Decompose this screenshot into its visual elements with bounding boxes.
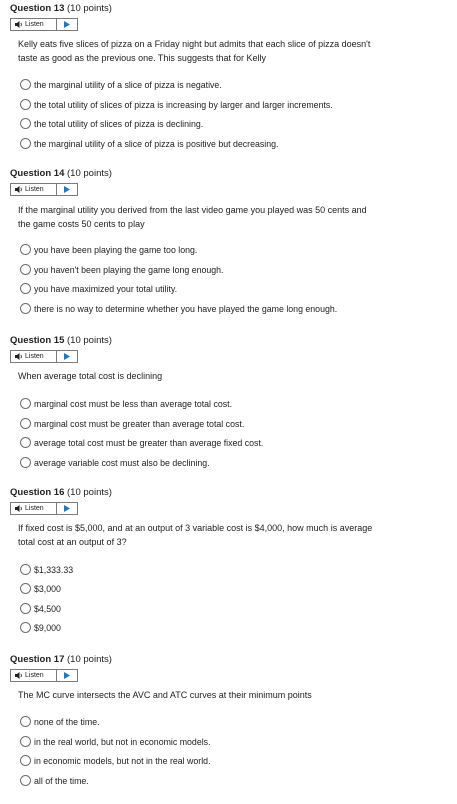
option-label: the marginal utility of a slice of pizza is positive but decreasing. [34,138,279,149]
answer-option[interactable] [20,735,211,748]
option-label: $9,000 [34,622,61,633]
radio-button[interactable] [20,736,31,747]
question-prompt: When average total cost is declining [18,371,163,381]
speaker-icon [15,672,23,679]
question-points: (10 points) [67,3,112,14]
answer-option[interactable] [20,98,333,111]
answer-option[interactable] [20,417,244,430]
answer-option[interactable] [20,243,197,256]
listen-label: Listen [25,21,44,28]
answer-option[interactable] [20,117,203,130]
listen-label: Listen [25,505,44,512]
question-prompt: Kelly eats five slices of pizza on a Friday night but admits that each slice of pizza doesn't taste as good as the previous one. This suggests that for Kelly [18,39,371,63]
radio-button[interactable] [20,457,31,468]
answer-option[interactable] [20,302,337,315]
listen-label: Listen [25,672,44,679]
listen-button[interactable] [11,184,57,195]
question-title [10,487,112,498]
speaker-icon [15,186,23,193]
answer-option[interactable] [20,397,232,410]
answer-option[interactable] [20,621,61,634]
option-label: $4,500 [34,603,61,614]
question-number: Question 17 [10,654,65,665]
play-icon [64,21,70,28]
radio-button[interactable] [20,716,31,727]
radio-button[interactable] [20,283,31,294]
answer-option[interactable] [20,282,177,295]
option-label: none of the time. [34,716,100,727]
question-title [10,3,112,14]
listen-button[interactable] [11,19,57,30]
answer-option[interactable] [20,263,224,276]
radio-button[interactable] [20,138,31,149]
listen-button[interactable] [11,351,57,362]
radio-button[interactable] [20,418,31,429]
option-label: in economic models, but not in the real world. [34,755,211,766]
play-button[interactable] [57,184,77,195]
speaker-icon [15,505,23,512]
speaker-icon [15,353,23,360]
answer-option[interactable] [20,774,89,787]
radio-button[interactable] [20,118,31,129]
question-number: Question 13 [10,3,65,14]
radio-button[interactable] [20,244,31,255]
option-label: $1,333.33 [34,564,74,575]
question-points: (10 points) [67,654,112,665]
option-label: you have been playing the game too long. [34,244,198,255]
listen-button[interactable] [11,670,57,681]
listen-widget [10,183,78,196]
question-title [10,654,112,665]
listen-widget [10,18,78,31]
speaker-icon [15,21,23,28]
question-prompt: The MC curve intersects the AVC and ATC curves at their minimum points [18,690,312,700]
play-icon [64,186,70,193]
question-number: Question 16 [10,487,65,498]
radio-button[interactable] [20,99,31,110]
radio-button[interactable] [20,303,31,314]
play-button[interactable] [57,19,77,30]
answer-option[interactable] [20,602,61,615]
option-label: all of the time. [34,775,89,786]
radio-button[interactable] [20,264,31,275]
question-points: (10 points) [67,487,112,498]
play-button[interactable] [57,670,77,681]
play-icon [64,672,70,679]
radio-button[interactable] [20,564,31,575]
option-label: the marginal utility of a slice of pizza is negative. [34,79,222,90]
radio-button[interactable] [20,437,31,448]
question-points: (10 points) [67,168,112,179]
radio-button[interactable] [20,622,31,633]
option-label: marginal cost must be less than average total cost. [34,398,233,409]
option-label: in the real world, but not in economic models. [34,736,211,747]
answer-option[interactable] [20,137,278,150]
option-label: the total utility of slices of pizza is declining. [34,118,204,129]
question-number: Question 15 [10,335,65,346]
radio-button[interactable] [20,755,31,766]
question-number: Question 14 [10,168,65,179]
answer-option[interactable] [20,715,100,728]
radio-button[interactable] [20,775,31,786]
play-button[interactable] [57,503,77,514]
listen-widget [10,502,78,515]
radio-button[interactable] [20,398,31,409]
question-title [10,335,112,346]
option-label: there is no way to determine whether you have played the game long enough. [34,303,338,314]
radio-button[interactable] [20,583,31,594]
option-label: you have maximized your total utility. [34,283,178,294]
option-label: $3,000 [34,583,61,594]
question-points: (10 points) [67,335,112,346]
option-label: average variable cost must also be declining. [34,457,210,468]
play-button[interactable] [57,351,77,362]
radio-button[interactable] [20,79,31,90]
option-label: average total cost must be greater than average fixed cost. [34,437,264,448]
question-prompt: If the marginal utility you derived from the last video game you played was 50 cents and the game costs 50 cents to play [18,205,367,229]
question-prompt: If fixed cost is $5,000, and at an output of 3 variable cost is $4,000, how much is average total cost at an output of 3? [18,523,373,547]
listen-widget [10,669,78,682]
answer-option[interactable] [20,436,263,449]
radio-button[interactable] [20,603,31,614]
option-label: marginal cost must be greater than average total cost. [34,418,245,429]
answer-option[interactable] [20,456,210,469]
play-icon [64,505,70,512]
listen-button[interactable] [11,503,57,514]
listen-label: Listen [25,186,44,193]
question-title [10,168,112,179]
answer-option[interactable] [20,563,73,576]
answer-option[interactable] [20,78,222,91]
option-label: the total utility of slices of pizza is increasing by larger and larger increments. [34,99,333,110]
play-icon [64,353,70,360]
listen-widget [10,350,78,363]
answer-option[interactable] [20,582,61,595]
answer-option[interactable] [20,754,211,767]
listen-label: Listen [25,353,44,360]
option-label: you haven't been playing the game long enough. [34,264,224,275]
